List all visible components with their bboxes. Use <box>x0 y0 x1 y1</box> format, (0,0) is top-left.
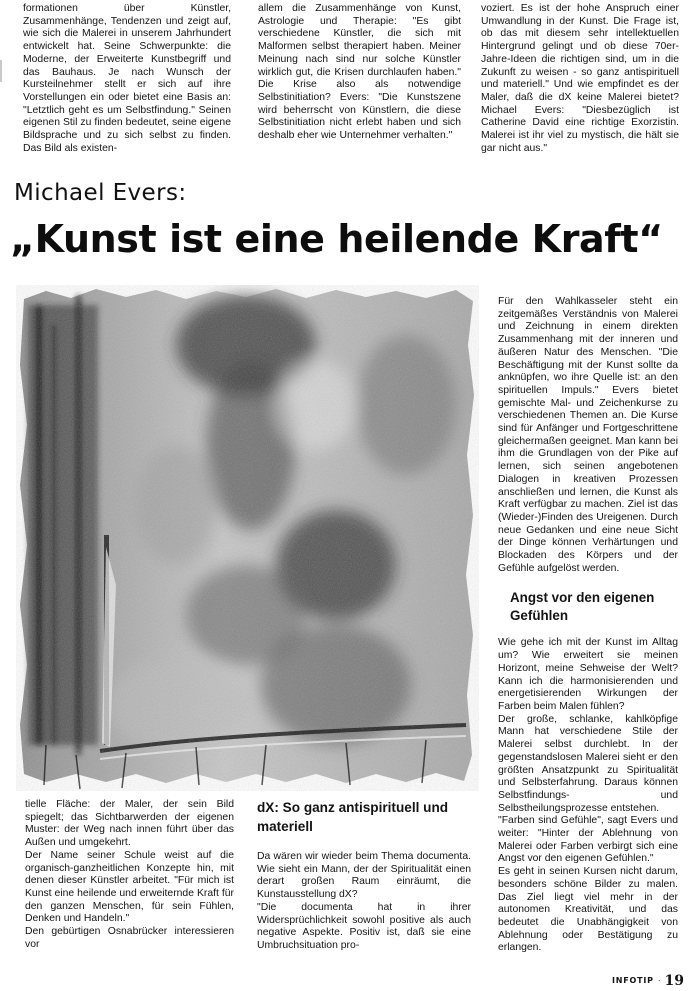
article-kicker: Michael Evers: <box>14 180 187 206</box>
paragraph: formationen über Künstler, Zusammenhänge, Tendenzen und zeigt auf, wie sich die Malerei in unserem Jahrhundert entwickelt hat. Seine Schwerpunkte: die Moderne, der Erweiterte Kunstbegriff und das Bauhaus. Je nach Wunsch der Kursteilnehmer stellt er sich auf ihre Vorstellungen ein oder bietet eine Basis an: "Letztlich geht es um Selbstfindung." Seinen eigenen Stil zu finden bedeutet, seine eigene Bildsprache und zu sich selbst zu finden. Das Bild als existen- <box>23 3 231 154</box>
page-number: 19 <box>664 973 684 989</box>
magazine-name: INFOTIP <box>612 976 654 985</box>
paragraph: "Farben sind Gefühle", sagt Evers und weiter: "Hinter der Ablehnung von Malerei oder Farben verbirgt sich eine Angst vor den eigenen Gefühlen." <box>498 815 678 865</box>
article-column-top-2 <box>258 3 461 143</box>
paragraph: Der große, schlanke, kahlköpfige Mann hat verschiedene Stile der Malerei selbst durchlebt. In der gegenstandslosen Malerei sieht er den größten Ansatzpunkt zu Spiritualität und Selbsterfahrung. Daraus können Selbstfindungs- und Selbstheilungsprozesse entstehen. <box>498 713 678 814</box>
article-column-bottom-1 <box>25 799 234 951</box>
article-column-top-1 <box>23 3 231 155</box>
abstract-painting-image <box>16 285 479 791</box>
paragraph: Da wären wir wieder beim Thema documenta. Wie sieht ein Mann, der der Spiritualität einen derart großen Raum einräumt, die Kunstausstellung dX? <box>257 851 471 901</box>
painting-illustration <box>16 285 479 791</box>
page-footer <box>612 972 684 990</box>
paragraph: Für den Wahlkasseler steht ein zeitgemäßes Verständnis von Malerei und Zeichnung in einem direkten Zusammenhang mit der inneren und äußeren Natur des Menschen. "Die Beschäftigung mit der Kunst sollte da anknüpfen, wo ihre Quelle ist: an den spirituellen Impuls." Evers bietet gemischte Mal- und Zeichenkurse zu verschiedenen Themen an. Die Kurse sind für Anfänger und Fortgeschrittene gleichermaßen geeignet. Man kann bei ihm die Grundlagen von der Pike auf lernen, sich seinen angebotenen Dialogen in kreativen Prozessen anschließen und lernen, die Kunst als Kraft verfügbar zu machen. Ziel ist das (Wieder-)Finden des Ureigenen. Durch neue Gedanken und eine neue Sicht der Dinge können Verhärtungen und Blockaden des Körpers und der Gefühle aufgelöst werden. <box>498 296 678 574</box>
paragraph: Wie gehe ich mit der Kunst im Alltag um? Wie erweitert sie meinen Horizont, meine Sehweise der Welt? Kann ich die harmonisierenden und energetisierenden Wirkungen der Farben beim Malen fühlen? <box>498 637 678 712</box>
paragraph: Es geht in seinen Kursen nicht darum, besonders schöne Bilder zu malen. Das Ziel liegt viel mehr in der autonomen Kreativität, und das bedeutet die Unabhängigkeit von Ablehnung oder Bestätigung zu erlangen. <box>498 866 678 954</box>
paragraph: Der Name seiner Schule weist auf die organisch-ganzheitlichen Konzepte hin, mit denen dieser Künstler arbeitet. "Für mich ist Kunst eine heilende und erweiternde Kraft für den ganzen Menschen, für sein Fühlen, Denken und Handeln." <box>25 849 234 925</box>
paragraph: tielle Fläche: der Maler, der sein Bild spiegelt; das Sichtbarwerden der eigenen Muster: der Weg nach innen führt über das Außen und umgekehrt. <box>25 799 234 849</box>
article-column-top-3 <box>481 3 679 155</box>
paragraph: "Die documenta hat in ihrer Widersprüchlichkeit sowohl positive als auch negative Aspekte. Positiv ist, daß sie eine Umbruchsituation pro- <box>257 901 471 951</box>
article-headline: „Kunst ist eine heilende Kraft“ <box>10 217 663 261</box>
paragraph: Den gebürtigen Osnabrücker interessieren vor <box>25 926 234 950</box>
section-subheading: Angst vor den eigenen Gefühlen <box>510 590 655 624</box>
paragraph: allem die Zusammenhänge von Kunst, Astrologie und Therapie: "Es gibt verschiedene Künstler, die sich mit Malformen selbst therapiert haben. Meiner Meinung nach sind nur solche Künstler wirklich gut, die Krisen durchlaufen haben." Die Krise also als notwendige Selbstinitiation? Evers: "Die Kunstszene wird beherrscht von Künstlern, die diese Selbstinitiation nicht erlebt haben und sich deshalb eher wie Unternehmer verhalten." <box>258 3 461 142</box>
paragraph: voziert. Es ist der hohe Anspruch einer Umwandlung in der Kunst. Die Frage ist, ob das mit diesem sehr intellektuellen Hintergrund gelingt und ob diese 70er-Jahre-Ideen die richtigen sind, um in die Zukunft zu weisen - so ganz antispirituell und materiell." Und wie empfindet es der Maler, daß die dX keine Malerei bietet? Michael Evers: "Diesbezüglich ist Catherine David eine richtige Exorzistin. Malerei ist ihr viel zu mystisch, die hält sie gar nicht aus." <box>481 3 679 154</box>
article-column-bottom-2 <box>257 851 471 953</box>
footer-separator: · <box>657 976 661 985</box>
section-subheading-dx: dX: So ganz antispirituell und materiell <box>257 800 449 834</box>
page-edge-mark <box>0 60 2 82</box>
article-column-right <box>498 296 678 955</box>
